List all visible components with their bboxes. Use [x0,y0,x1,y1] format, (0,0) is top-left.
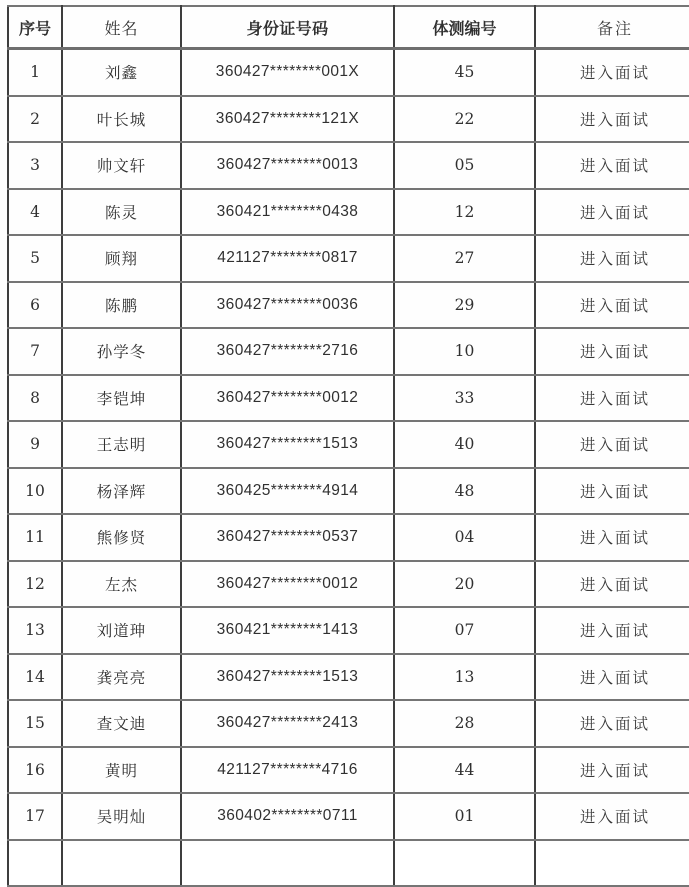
cell-id_number: 421127********0817 [181,235,394,282]
cell-test_number: 40 [394,421,535,468]
cell-id_number: 360421********1413 [181,607,394,654]
cell-name: 熊修贤 [62,514,181,561]
cell-name: 吴明灿 [62,793,181,840]
cell-id_number: 360402********0711 [181,793,394,840]
table-row [8,49,689,96]
cell-id_number: 360421********0438 [181,189,394,236]
cell-id_number: 421127********4716 [181,747,394,794]
cell-id_number: 360427********1513 [181,421,394,468]
table-header [8,6,689,49]
cell-id_number: 360427********001X [181,49,394,96]
cell-remark: 进入面试 [535,793,689,840]
roster-table [7,5,689,887]
cell-name: 李铠坤 [62,375,181,422]
column-header-name: 姓名 [62,6,181,49]
cell-name: 王志明 [62,421,181,468]
cell-index: 7 [8,328,62,375]
cell-remark: 进入面试 [535,700,689,747]
cell-empty [535,840,689,887]
table-body [8,49,689,887]
cell-name: 刘鑫 [62,49,181,96]
cell-index: 12 [8,561,62,608]
table-row [8,747,689,794]
cell-id_number: 360427********0013 [181,142,394,189]
cell-test_number: 01 [394,793,535,840]
table-row [8,700,689,747]
cell-index: 1 [8,49,62,96]
cell-id_number: 360427********0537 [181,514,394,561]
cell-index: 2 [8,96,62,143]
cell-id_number: 360427********0012 [181,561,394,608]
cell-index: 14 [8,654,62,701]
table-row [8,282,689,329]
table-row [8,235,689,282]
cell-name: 杨泽辉 [62,468,181,515]
cell-remark: 进入面试 [535,189,689,236]
cell-id_number: 360427********121X [181,96,394,143]
cell-name: 陈灵 [62,189,181,236]
cell-name: 孙学冬 [62,328,181,375]
cell-remark: 进入面试 [535,654,689,701]
cell-id_number: 360425********4914 [181,468,394,515]
cell-test_number: 12 [394,189,535,236]
cell-index: 3 [8,142,62,189]
column-header-id_number: 身份证号码 [181,6,394,49]
cell-remark: 进入面试 [535,468,689,515]
cell-test_number: 20 [394,561,535,608]
cell-name: 龚亮亮 [62,654,181,701]
column-header-index: 序号 [8,6,62,49]
cell-test_number: 44 [394,747,535,794]
table-row [8,142,689,189]
header-row [8,6,689,49]
cell-index: 4 [8,189,62,236]
cell-empty [62,840,181,887]
cell-test_number: 27 [394,235,535,282]
cell-remark: 进入面试 [535,607,689,654]
table-row [8,96,689,143]
cell-index: 8 [8,375,62,422]
cell-remark: 进入面试 [535,514,689,561]
column-header-test_number: 体测编号 [394,6,535,49]
cell-index: 15 [8,700,62,747]
cell-empty [394,840,535,887]
cell-test_number: 10 [394,328,535,375]
cell-name: 查文迪 [62,700,181,747]
cell-name: 左杰 [62,561,181,608]
table-row [8,654,689,701]
cell-remark: 进入面试 [535,235,689,282]
cell-remark: 进入面试 [535,747,689,794]
cell-test_number: 45 [394,49,535,96]
table-row [8,514,689,561]
cell-test_number: 33 [394,375,535,422]
table-row [8,468,689,515]
cell-remark: 进入面试 [535,282,689,329]
cell-index: 6 [8,282,62,329]
table-row [8,375,689,422]
cell-name: 刘道珅 [62,607,181,654]
cell-remark: 进入面试 [535,561,689,608]
cell-id_number: 360427********1513 [181,654,394,701]
table-row [8,793,689,840]
cell-remark: 进入面试 [535,49,689,96]
column-header-remark: 备注 [535,6,689,49]
cell-id_number: 360427********0036 [181,282,394,329]
cell-index: 16 [8,747,62,794]
cell-test_number: 29 [394,282,535,329]
cell-test_number: 04 [394,514,535,561]
table-row [8,421,689,468]
table-row [8,561,689,608]
cell-name: 陈鹏 [62,282,181,329]
table-row [8,189,689,236]
cell-test_number: 05 [394,142,535,189]
cell-remark: 进入面试 [535,375,689,422]
cell-test_number: 07 [394,607,535,654]
cell-name: 帅文轩 [62,142,181,189]
cell-index: 9 [8,421,62,468]
cell-test_number: 48 [394,468,535,515]
cell-remark: 进入面试 [535,142,689,189]
cell-empty [181,840,394,887]
cell-id_number: 360427********0012 [181,375,394,422]
cell-index: 11 [8,514,62,561]
cell-name: 顾翔 [62,235,181,282]
cell-remark: 进入面试 [535,421,689,468]
cell-index: 17 [8,793,62,840]
table-row [8,607,689,654]
cell-name: 黄明 [62,747,181,794]
cell-remark: 进入面试 [535,96,689,143]
cell-index: 5 [8,235,62,282]
cell-index: 10 [8,468,62,515]
table-row [8,328,689,375]
table-row-partial [8,840,689,887]
cell-remark: 进入面试 [535,328,689,375]
cell-id_number: 360427********2716 [181,328,394,375]
cell-id_number: 360427********2413 [181,700,394,747]
cell-empty [8,840,62,887]
cell-test_number: 28 [394,700,535,747]
cell-test_number: 22 [394,96,535,143]
cell-name: 叶长城 [62,96,181,143]
cell-index: 13 [8,607,62,654]
cell-test_number: 13 [394,654,535,701]
